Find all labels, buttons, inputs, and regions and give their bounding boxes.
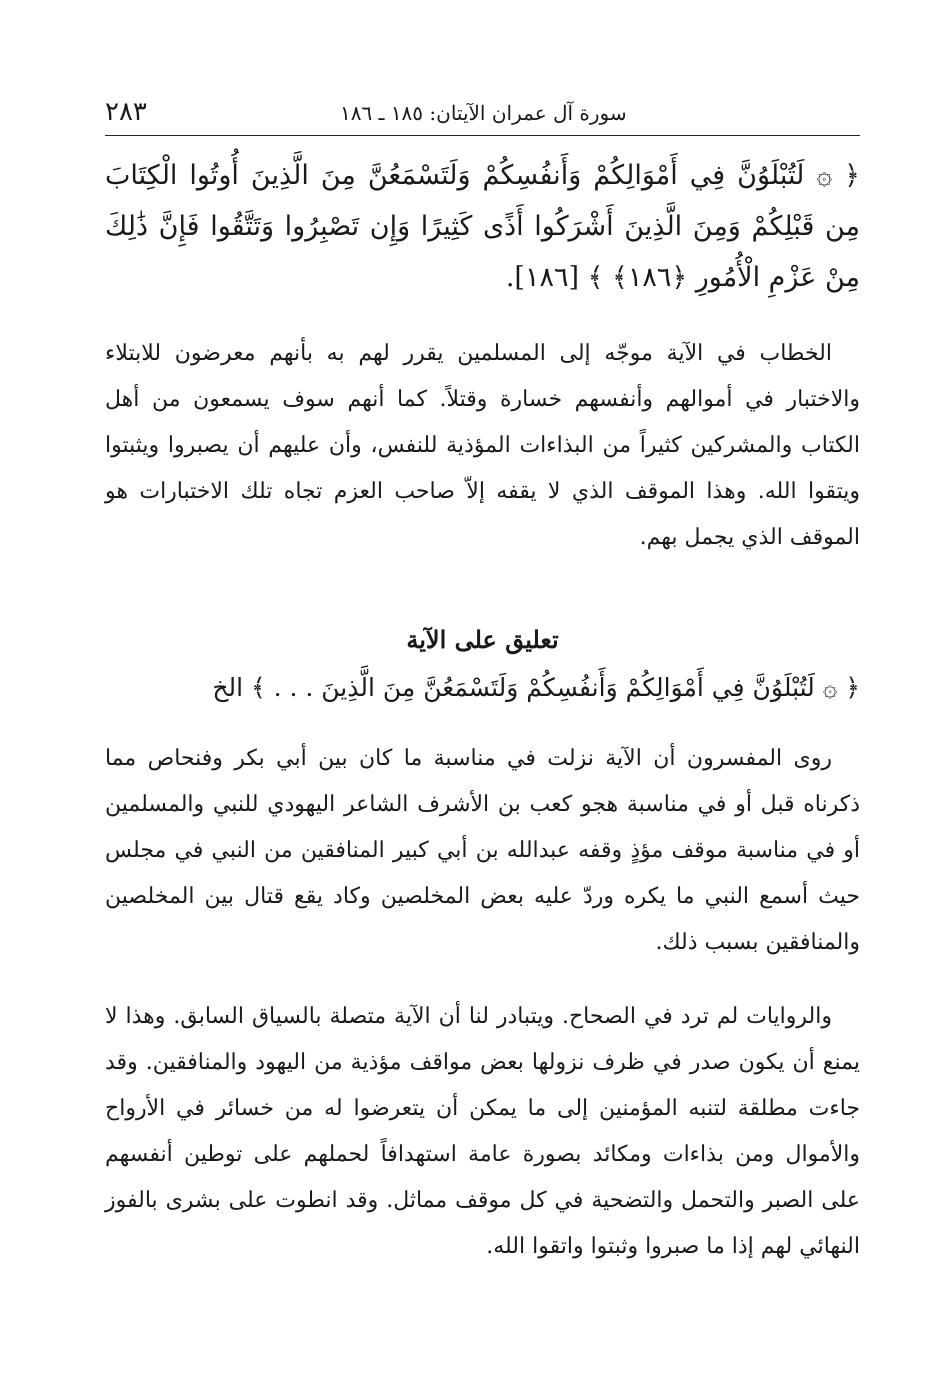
page xyxy=(105,95,860,1270)
paragraph-commentary: والروايات لم ترد في الصحاح. ويتبادر لنا أن الآية متصلة بالسياق السابق. وهذا لا يمنع أن يكون صدر في ظرف نزولها بعض مواقف مؤذية من اليهود والمنافقين. وقد جاءت مطلقة لتنبه المؤمنين إلى ما يمكن أن يتعرضوا له من خسائر في الأرواح والأموال ومن بذاءات ومكائد بصورة عامة استهدافاً لحملهم على توطين أنفسهم على الصبر والتحمل والتضحية في كل موقف مماثل. وقد انطوت على بشرى بالفوز النهائي لهم إذا ما صبروا وثبتوا واتقوا الله. xyxy=(105,1004,860,1259)
section-verse-reference: ﴿ ۞ لَتُبْلَوُنَّ فِي أَمْوَالِكُمْ وَأَنفُسِكُمْ وَلَتَسْمَعُنَّ مِنَ الَّذِينَ . . . ﴾ الخ xyxy=(212,673,860,702)
page-number: ٢٨٣ xyxy=(105,97,147,127)
quran-verse: ﴿ ۞ لَتُبْلَوُنَّ فِي أَمْوَالِكُمْ وَأَنفُسِكُمْ وَلَتَسْمَعُنَّ مِنَ الَّذِينَ أُوتُوا الْكِتَابَ مِن قَبْلِكُمْ وَمِنَ الَّذِينَ أَشْرَكُوا أَذًى كَثِيرًا وَإِن تَصْبِرُوا وَتَتَّقُوا فَإِنَّ ذَٰلِكَ مِنْ عَزْمِ الْأُمُورِ ﴿١٨٦﴾ ﴾ [١٨٦]. xyxy=(105,160,860,293)
paragraph-narrations: روى المفسرون أن الآية نزلت في مناسبة ما كان بين أبي بكر وفنحاص مما ذكرناه قبل أو في مناسبة هجو كعب بن الأشرف الشاعر اليهودي للنبي والمسلمين أو في مناسبة موقف مؤذٍ وقفه عبدالله بن أبي كبير المنافقين من النبي في مجلس حيث أسمع النبي ما يكره وردّ عليه بعض المخلصين وكاد يقع قتال بين المخلصين والمنافقين بسبب ذلك. xyxy=(105,746,860,955)
paragraph-explanation: الخطاب في الآية موجّه إلى المسلمين يقرر لهم به بأنهم معرضون للابتلاء والاختبار في أموالهم وأنفسهم خسارة وقتلاً. كما أنهم سوف يسمعون من أهل الكتاب والمشركين كثيراً من البذاءات المؤذية للنفس، وأن عليهم أن يصبروا ويثبتوا ويتقوا الله. وهذا الموقف الذي لا يقفه إلاّ صاحب العزم تجاه تلك الاختبارات هو الموقف الذي يجمل بهم. xyxy=(105,341,860,550)
page-header xyxy=(105,95,860,136)
section-title: تعليق على الآية xyxy=(406,625,559,654)
running-title: سورة آل عمران الآيتان: ١٨٥ ـ ١٨٦ xyxy=(340,101,627,125)
